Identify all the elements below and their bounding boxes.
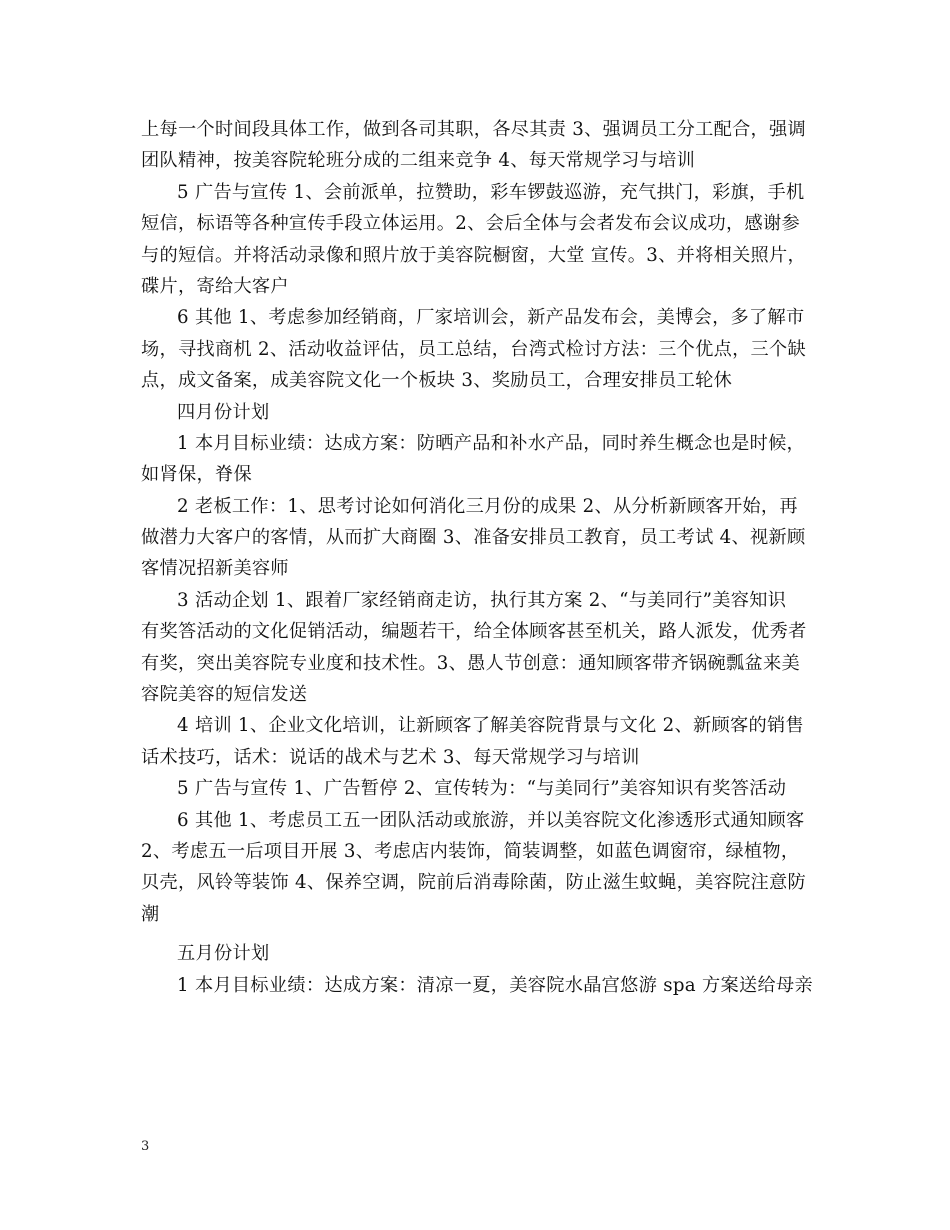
paragraph-start: 1 本月目标业绩：达成方案：防晒产品和补水产品，同时养生概念也是时候，	[177, 432, 806, 454]
paragraph-start: 4 培训 1、企业文化培训，让新顾客了解美容院背景与文化 2、新顾客的销售	[177, 715, 804, 737]
paragraph-start: 5 广告与宣传 1、广告暂停 2、宣传转为：“与美同行”美容知识有奖答活动	[177, 778, 787, 800]
text-line: 贝壳，风铃等装饰 4、保养空调，院前后消毒除菌，防止滋生蚊蝇，美容院注意防	[141, 872, 807, 894]
paragraph-start: 5 广告与宣传 1、会前派单，拉赞助，彩车锣鼓巡游，充气拱门，彩旗，手机	[177, 181, 805, 203]
text-line: 话术技巧，话术：说话的战术与艺术 3、每天常规学习与培训	[141, 746, 640, 768]
text-line: 有奖答活动的文化促销活动，编题若干，给全体顾客甚至机关，路人派发，优秀者	[141, 621, 807, 643]
paragraph-start: 2 老板工作：1、思考讨论如何消化三月份的成果 2、从分析新顾客开始，再	[177, 495, 798, 517]
text-line: 团队精神，按美容院轮班分成的二组来竞争 4、每天常规学习与培训	[141, 150, 696, 172]
page-number: 3	[141, 1139, 150, 1154]
paragraph-start: 6 其他 1、考虑参加经销商，厂家培训会，新产品发布会，美博会，多了解市	[177, 307, 805, 329]
text-line: 与的短信。并将活动录像和照片放于美容院橱窗，大堂 宣传。3、并将相关照片，	[141, 244, 807, 266]
text-line: 短信，标语等各种宣传手段立体运用。2、会后全体与会者发布会议成功，感谢参	[141, 213, 800, 235]
text-line: 点，成文备案，成美容院文化一个板块 3、奖励员工，合理安排员工轮休	[141, 370, 733, 392]
text-line: 如肾保，脊保	[141, 464, 252, 486]
text-line: 上每一个时间段具体工作，做到各司其职，各尽其责 3、强调员工分工配合，强调	[141, 119, 807, 140]
section-heading-may: 五月份计划	[177, 943, 270, 965]
text-line: 场，寻找商机 2、活动收益评估，员工总结，台湾式检讨方法：三个优点，三个缺	[141, 338, 807, 360]
paragraph-start: 3 活动企划 1、跟着厂家经销商走访，执行其方案 2、“与美同行”美容知识	[177, 589, 787, 611]
text-line: 碟片，寄给大客户	[141, 275, 289, 297]
body-text	[141, 114, 811, 1001]
paragraph-start: 1 本月目标业绩：达成方案：清凉一夏，美容院水晶宫悠游 spa 方案送给母亲	[177, 974, 813, 996]
section-heading-april: 四月份计划	[177, 401, 270, 423]
text-line: 2、考虑五一后项目开展 3、考虑店内装饰，简装调整，如蓝色调窗帘，绿植物，	[141, 840, 800, 862]
text-line: 做潜力大客户的客情，从而扩大商圈 3、准备安排员工教育，员工考试 4、视新顾	[141, 527, 806, 549]
text-line: 潮	[141, 903, 160, 925]
text-line: 客情况招新美容师	[141, 558, 289, 580]
paragraph-gap	[141, 930, 811, 938]
paragraph-start: 6 其他 1、考虑员工五一团队活动或旅游，并以美容院文化渗透形式通知顾客	[177, 809, 805, 831]
text-line: 容院美容的短信发送	[141, 684, 308, 706]
text-line: 有奖，突出美容院专业度和技术性。3、愚人节创意：通知顾客带齐锅碗瓢盆来美	[141, 652, 800, 674]
